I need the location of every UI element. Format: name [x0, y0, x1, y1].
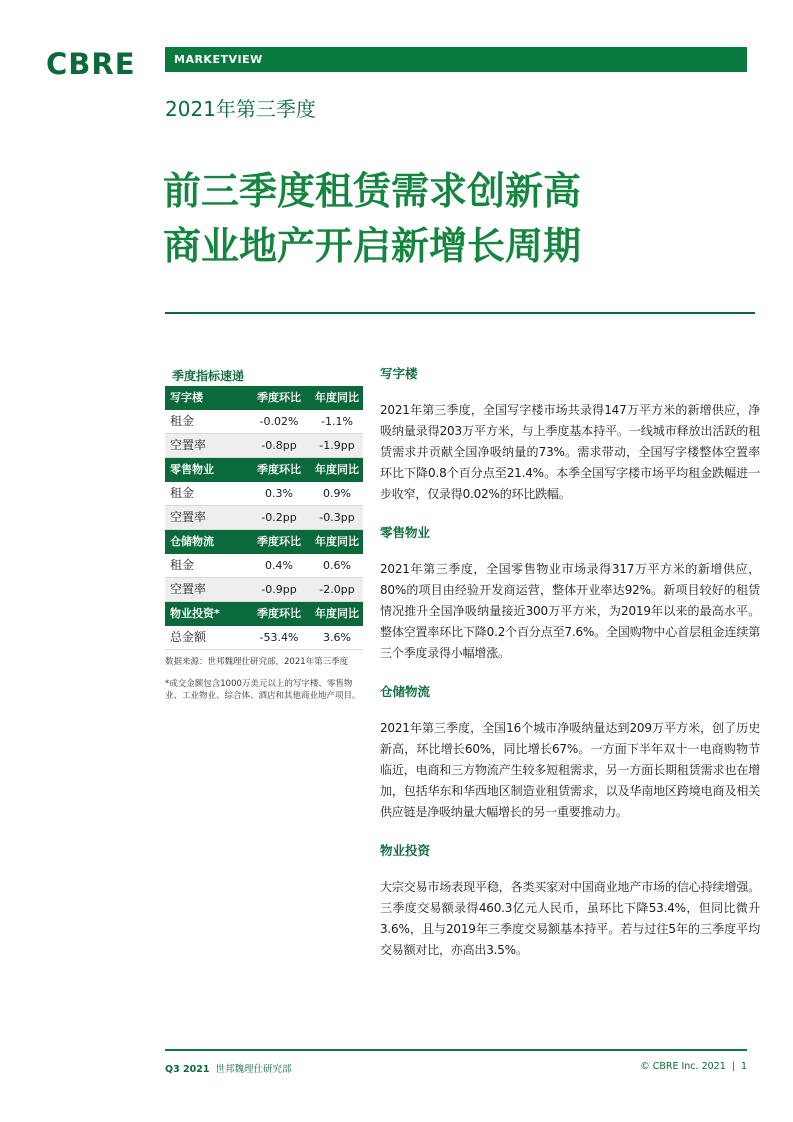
row-label: 租金 — [170, 486, 195, 500]
indicators-title: 季度指标速递 — [172, 369, 245, 383]
report-quarter: 2021年第三季度 — [165, 97, 316, 121]
headline-divider — [165, 312, 755, 314]
footer-left — [165, 1061, 291, 1075]
section-name: 零售物业 — [170, 463, 214, 476]
section-heading-office: 写字楼 — [380, 366, 418, 381]
section-body-logistics: 2021年第三季度，全国16个城市净吸纳量达到209万平方米，创了历史新高，环比增长60%，同比增长67%。一方面下半年双十一电商购物节临近，电商和三方物流产生较多短租需求，另一方面长期租赁需求也在增加，包括华东和华西地区制造业租赁需求，以及华南地区跨境电商及相关供应链是净吸纳量大幅增长的另一重要推动力。 — [380, 721, 760, 819]
col-qoq-header: 季度环比 — [257, 463, 301, 476]
headline — [163, 164, 763, 274]
marketview-banner: MARKETVIEW — [165, 47, 747, 72]
table-section-header — [165, 458, 363, 482]
table-section-header — [165, 530, 363, 554]
table-row — [165, 626, 363, 650]
headline-line-1: 前三季度租赁需求创新高 — [163, 169, 582, 213]
col-yoy-header: 年度同比 — [315, 391, 359, 404]
section-body-investment: 大宗交易市场表现平稳，各类买家对中国商业地产市场的信心持续增强。三季度交易额录得460.3亿元人民币，虽环比下降53.4%，但同比微升3.6%，且与2019年三季度交易额基本持平。若与过往5年的三季度平均交易额对比，亦高出3.5%。 — [380, 880, 760, 957]
table-section-header — [165, 602, 363, 626]
table-row — [165, 554, 363, 578]
section-heading-investment: 物业投资 — [380, 843, 431, 858]
table-row — [165, 482, 363, 506]
row-yoy: -1.9pp — [319, 439, 355, 452]
col-qoq-header: 季度环比 — [257, 391, 301, 404]
row-yoy: 0.6% — [323, 559, 351, 572]
col-yoy-header: 年度同比 — [315, 463, 359, 476]
data-source-note: 数据来源：世邦魏理仕研究部，2021年第三季度 — [165, 657, 349, 667]
section-name: 仓储物流 — [170, 535, 214, 548]
footer-divider — [165, 1049, 747, 1051]
page-number: 1 — [740, 1061, 747, 1072]
footer-dept: 世邦魏理仕研究部 — [215, 1064, 292, 1075]
col-qoq-header: 季度环比 — [257, 535, 301, 548]
commentary-column — [380, 364, 760, 979]
row-yoy: 3.6% — [323, 631, 351, 644]
section-body-office: 2021年第三季度，全国写字楼市场共录得147万平方米的新增供应，净吸纳量录得203万平方米，与上季度基本持平。一线城市释放出活跃的租赁需求并贡献全国净吸纳量的73%。需求带动，全国写字楼整体空置率环比下降0.8个百分点至21.4%。本季全国写字楼市场平均租金跌幅进一步收窄，仅录得0.02%的环比跌幅。 — [380, 403, 760, 501]
row-label: 租金 — [170, 414, 195, 428]
row-qoq: -53.4% — [259, 631, 299, 644]
row-label: 总金额 — [170, 630, 207, 644]
row-yoy: -1.1% — [321, 415, 353, 428]
row-qoq: -0.9pp — [261, 583, 297, 596]
headline-line-2: 商业地产开启新增长周期 — [163, 224, 582, 268]
row-label: 租金 — [170, 558, 195, 572]
table-row — [165, 506, 363, 530]
table-row — [165, 410, 363, 434]
row-yoy: -0.3pp — [319, 511, 355, 524]
table-row — [165, 578, 363, 602]
row-qoq: -0.2pp — [261, 511, 297, 524]
col-qoq-header: 季度环比 — [257, 607, 301, 620]
section-heading-logistics: 仓储物流 — [380, 684, 431, 699]
row-label: 空置率 — [170, 510, 207, 524]
table-section-header — [165, 386, 363, 410]
table-row — [165, 434, 363, 458]
footer-right — [640, 1061, 747, 1072]
row-qoq: -0.02% — [259, 415, 299, 428]
row-qoq: 0.4% — [265, 559, 293, 572]
quarterly-indicators — [165, 366, 363, 702]
row-qoq: -0.8pp — [261, 439, 297, 452]
row-yoy: -2.0pp — [319, 583, 355, 596]
col-yoy-header: 年度同比 — [315, 535, 359, 548]
footer-separator: | — [731, 1061, 735, 1072]
footer-copyright: © CBRE Inc. 2021 — [640, 1061, 726, 1072]
cbre-logo: CBRE — [46, 47, 136, 81]
footer-period: Q3 2021 — [165, 1064, 210, 1075]
row-qoq: 0.3% — [265, 487, 293, 500]
col-yoy-header: 年度同比 — [315, 607, 359, 620]
section-body-retail: 2021年第三季度，全国零售物业市场录得317万平方米的新增供应，80%的项目由经验开发商运营，整体开业率达92%。新项目较好的租赁情况推升全国净吸纳量接近300万平方米，为2019年以来的最高水平。整体空置率环比下降0.2个百分点至7.6%。全国购物中心首层租金连续第三个季度录得小幅增涨。 — [380, 562, 760, 660]
row-label: 空置率 — [170, 438, 207, 452]
row-label: 空置率 — [170, 582, 207, 596]
investment-footnote: *成交金额包含1000万美元以上的写字楼、零售物业、工业物业、综合体、酒店和其他商业地产项目。 — [165, 679, 361, 701]
row-yoy: 0.9% — [323, 487, 351, 500]
section-name: 写字楼 — [170, 391, 203, 404]
section-heading-retail: 零售物业 — [380, 525, 431, 540]
section-name: 物业投资* — [170, 607, 220, 620]
